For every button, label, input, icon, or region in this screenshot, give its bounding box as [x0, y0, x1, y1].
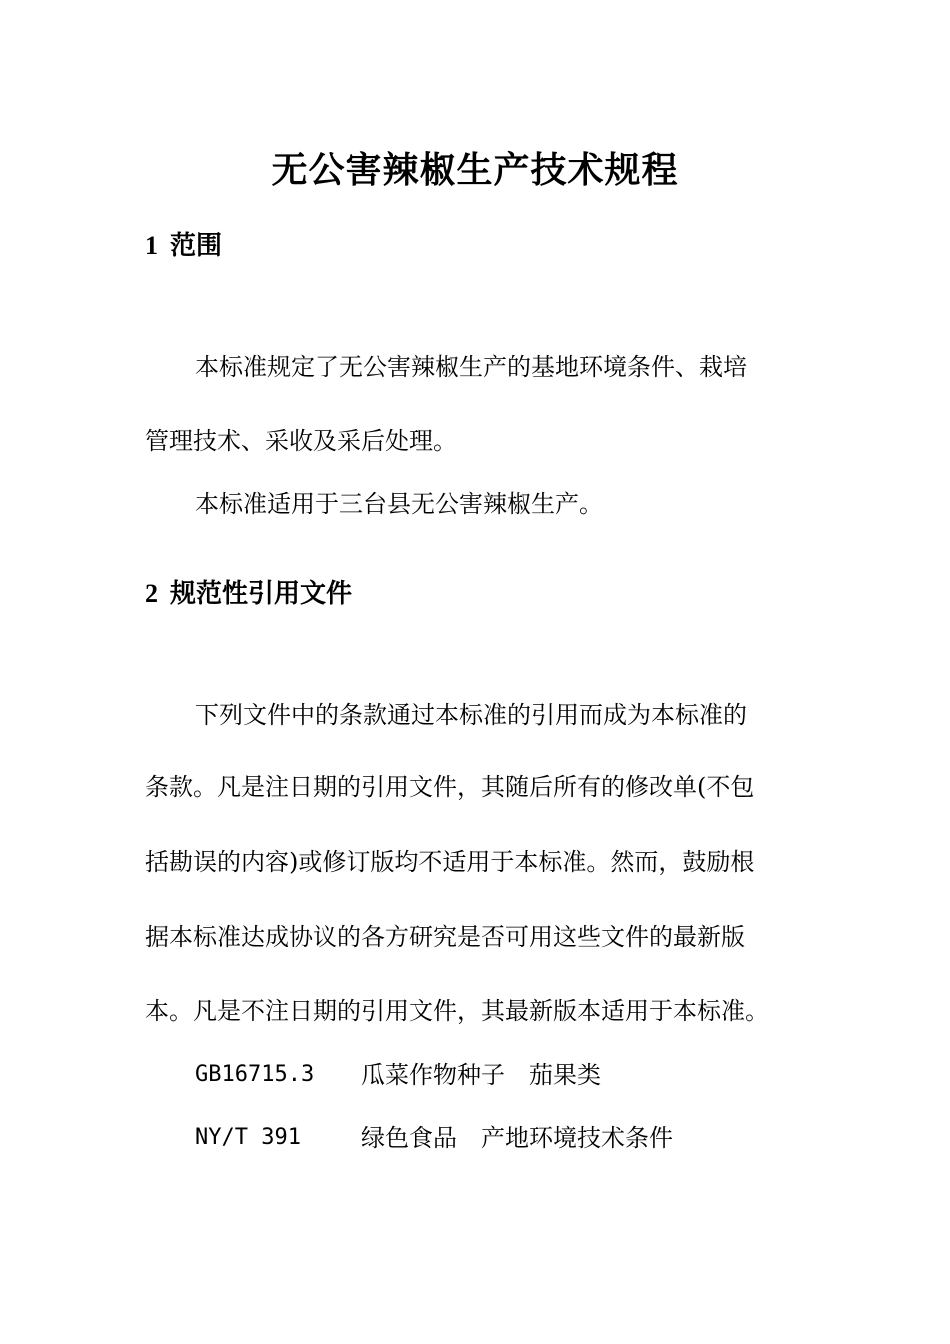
paragraph-line: 本。凡是不注日期的引用文件，其最新版本适用于本标准。	[145, 997, 769, 1025]
paragraph-line: 本标准适用于三台县无公害辣椒生产。	[195, 490, 603, 518]
paragraph-line: 本标准规定了无公害辣椒生产的基地环境条件、栽培	[195, 353, 747, 381]
section-title: 范围	[170, 231, 223, 261]
document-title: 无公害辣椒生产技术规程	[271, 149, 679, 191]
section-heading-normative-references	[145, 576, 352, 612]
reference-code: NY/T 391	[195, 1125, 301, 1150]
reference-title: 绿色食品 产地环境技术条件	[361, 1124, 673, 1152]
section-heading-scope	[145, 228, 222, 264]
paragraph-line: 下列文件中的条款通过本标准的引用而成为本标准的	[195, 701, 747, 729]
paragraph-line: 管理技术、采收及采后处理。	[145, 427, 457, 455]
paragraph-line: 据本标准达成协议的各方研究是否可用这些文件的最新版	[145, 923, 745, 951]
paragraph-line: 条款。凡是注日期的引用文件，其随后所有的修改单(不包	[145, 773, 755, 801]
reference-code: GB16715.3	[195, 1062, 315, 1087]
paragraph-line: 括勘误的内容)或修订版均不适用于本标准。然而，鼓励根	[145, 848, 755, 876]
section-number: 2	[145, 579, 158, 608]
reference-title: 瓜菜作物种子 茄果类	[361, 1061, 601, 1089]
section-number: 1	[145, 231, 158, 260]
section-title: 规范性引用文件	[170, 579, 353, 609]
